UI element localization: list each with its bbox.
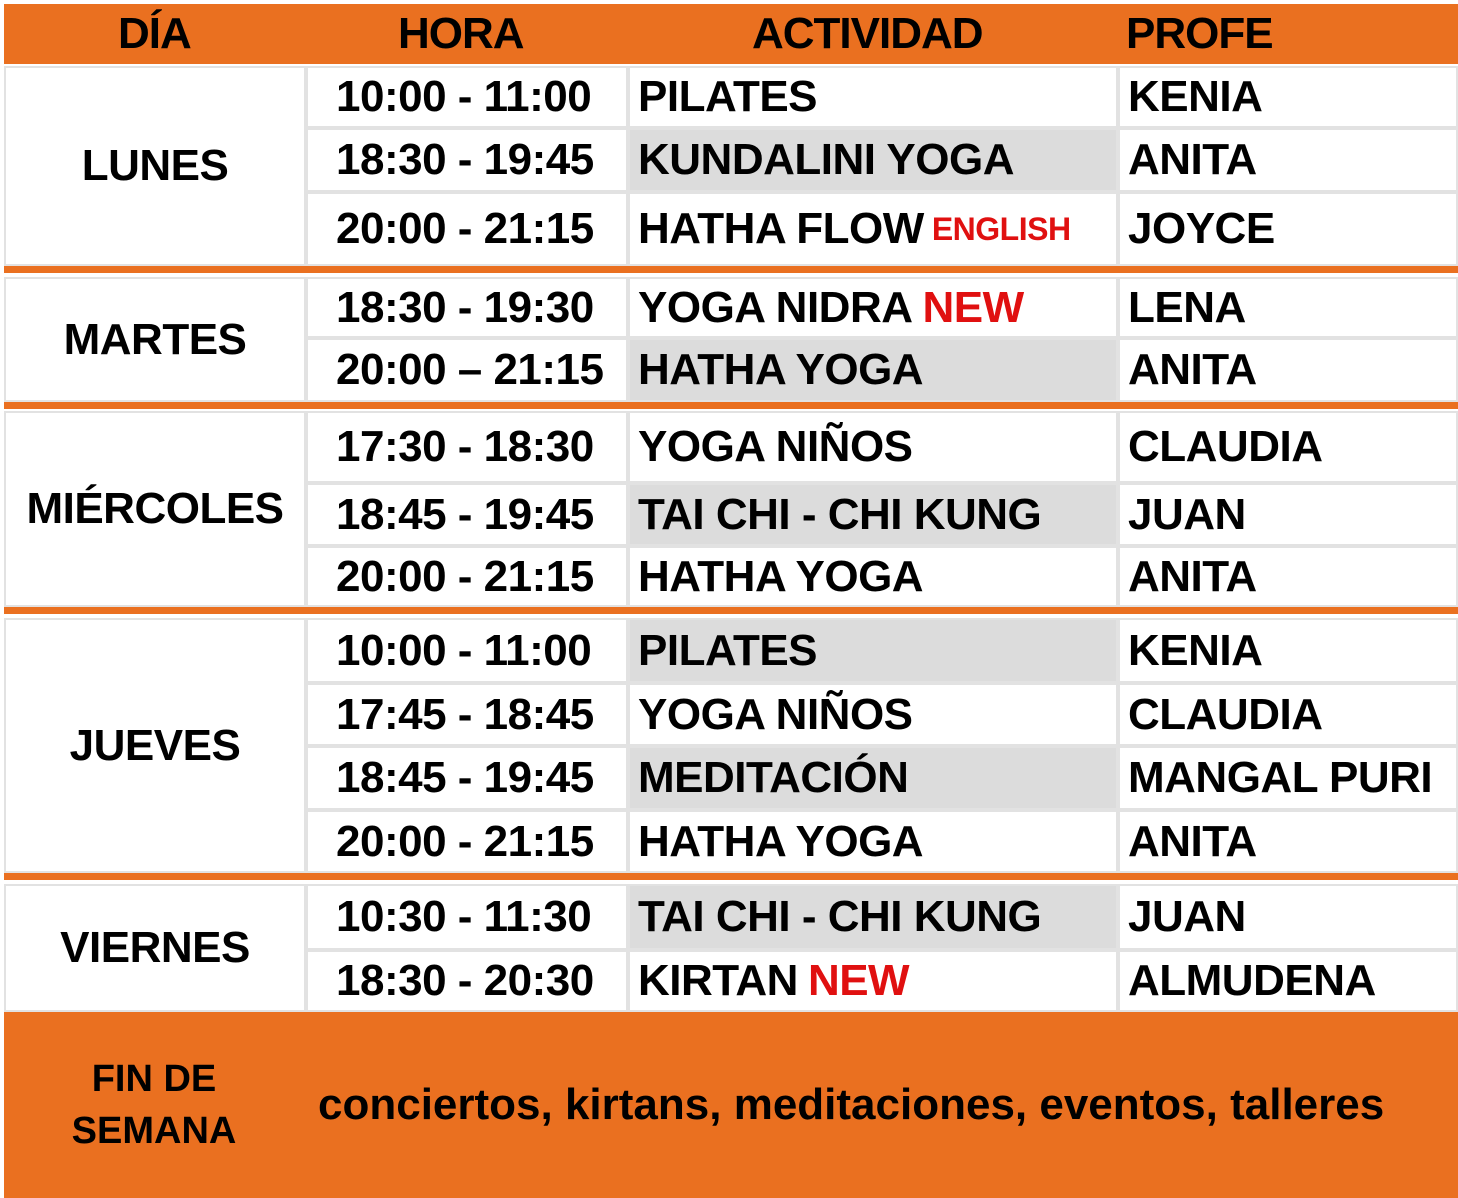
activity-text: MEDITACIÓN (638, 753, 909, 802)
time-cell (306, 277, 628, 338)
activity-text: PILATES (638, 72, 818, 121)
activity-text: KIRTAN (638, 956, 798, 1005)
activity-cell (628, 546, 1118, 607)
weekend-label-line2: SEMANA (71, 1110, 237, 1152)
header-day: DÍA (118, 9, 191, 58)
day-cell (4, 66, 306, 266)
teacher-cell (1118, 884, 1458, 950)
activity-cell (628, 810, 1118, 873)
teacher-text: CLAUDIA (1128, 689, 1323, 739)
teacher-cell (1118, 277, 1458, 338)
activity-text: HATHA YOGA (638, 551, 924, 601)
teacher-text: ALMUDENA (1128, 956, 1376, 1005)
activity-cell (628, 277, 1118, 338)
activity-tag-badge: NEW (922, 282, 1024, 332)
activity-text: YOGA NIÑOS (638, 689, 913, 739)
teacher-text: JUAN (1128, 489, 1246, 539)
header-teacher: PROFE (1126, 9, 1273, 58)
time-cell (306, 950, 628, 1012)
time-cell (306, 618, 628, 683)
activity-cell (628, 618, 1118, 683)
day-label: VIERNES (60, 923, 250, 972)
teacher-text: MANGAL PURI (1128, 753, 1433, 802)
teacher-text: KENIA (1128, 625, 1263, 675)
teacher-cell (1118, 338, 1458, 402)
teacher-text: ANITA (1128, 816, 1257, 866)
separator-band (4, 402, 1458, 409)
header-time: HORA (398, 9, 524, 58)
teacher-cell (1118, 66, 1458, 128)
time-text: 17:30 - 18:30 (336, 422, 594, 471)
time-text: 20:00 - 21:15 (336, 204, 594, 253)
teacher-cell (1118, 810, 1458, 873)
weekend-activities: conciertos, kirtans, meditaciones, eventos, talleres (318, 1080, 1385, 1129)
time-cell (306, 66, 628, 128)
activity-cell (628, 483, 1118, 546)
time-text: 18:45 - 19:45 (336, 489, 594, 539)
activity-cell (628, 192, 1118, 266)
time-text: 10:30 - 11:30 (336, 892, 592, 941)
time-text: 10:00 - 11:00 (336, 625, 592, 675)
teacher-text: JUAN (1128, 892, 1246, 941)
activity-text: HATHA FLOW (638, 204, 924, 253)
time-cell (306, 810, 628, 873)
separator-band (4, 607, 1458, 614)
activity-text: PILATES (638, 625, 818, 675)
time-cell (306, 128, 628, 192)
teacher-text: ANITA (1128, 551, 1257, 601)
activity-tag-badge: NEW (807, 956, 910, 1005)
teacher-cell (1118, 950, 1458, 1012)
activity-cell (628, 884, 1118, 950)
time-text: 20:00 - 21:15 (336, 816, 594, 866)
time-cell (306, 411, 628, 483)
day-cell (4, 618, 306, 873)
weekend-label-line1: FIN DE (91, 1058, 217, 1100)
separator-band (4, 266, 1458, 273)
activity-cell (628, 338, 1118, 402)
teacher-cell (1118, 128, 1458, 192)
time-cell (306, 546, 628, 607)
activity-cell (628, 950, 1118, 1012)
teacher-cell (1118, 192, 1458, 266)
teacher-cell (1118, 411, 1458, 483)
activity-text: YOGA NIÑOS (638, 422, 913, 471)
day-cell (4, 884, 306, 1012)
activity-cell (628, 683, 1118, 746)
teacher-text: ANITA (1128, 135, 1257, 184)
activity-tag-badge: ENGLISH (931, 210, 1071, 247)
teacher-text: ANITA (1128, 345, 1257, 394)
activity-text: KUNDALINI YOGA (638, 135, 1014, 184)
activity-text: TAI CHI - CHI KUNG (638, 489, 1042, 539)
teacher-text: KENIA (1128, 72, 1263, 121)
activity-text: TAI CHI - CHI KUNG (638, 892, 1042, 941)
time-cell (306, 483, 628, 546)
header-activity: ACTIVIDAD (752, 9, 983, 58)
time-cell (306, 192, 628, 266)
time-text: 18:30 - 20:30 (336, 956, 594, 1005)
time-text: 17:45 - 18:45 (336, 689, 594, 739)
teacher-cell (1118, 618, 1458, 683)
teacher-cell (1118, 746, 1458, 810)
time-text: 18:30 - 19:45 (336, 135, 594, 184)
teacher-cell (1118, 483, 1458, 546)
teacher-text: CLAUDIA (1128, 422, 1323, 471)
day-cell (4, 411, 306, 607)
teacher-text: JOYCE (1128, 204, 1275, 253)
teacher-cell (1118, 546, 1458, 607)
teacher-cell (1118, 683, 1458, 746)
activity-cell (628, 128, 1118, 192)
time-text: 20:00 – 21:15 (336, 345, 604, 394)
activity-text: YOGA NIDRA (638, 282, 913, 332)
separator-band (4, 873, 1458, 880)
day-label: MARTES (63, 314, 247, 364)
time-text: 18:45 - 19:45 (336, 753, 594, 802)
time-cell (306, 683, 628, 746)
day-label: JUEVES (69, 720, 241, 770)
day-cell (4, 277, 306, 402)
time-text: 18:30 - 19:30 (336, 282, 594, 332)
activity-cell (628, 746, 1118, 810)
activity-cell (628, 411, 1118, 483)
time-cell (306, 338, 628, 402)
time-text: 20:00 - 21:15 (336, 551, 594, 601)
day-label: MIÉRCOLES (26, 484, 284, 533)
activity-text: HATHA YOGA (638, 816, 924, 866)
weekend-label (4, 1012, 304, 1198)
day-label: LUNES (81, 141, 229, 190)
activity-text: HATHA YOGA (638, 345, 924, 394)
activity-cell (628, 66, 1118, 128)
teacher-text: LENA (1128, 282, 1246, 332)
time-cell (306, 884, 628, 950)
time-text: 10:00 - 11:00 (336, 72, 592, 121)
time-cell (306, 746, 628, 810)
